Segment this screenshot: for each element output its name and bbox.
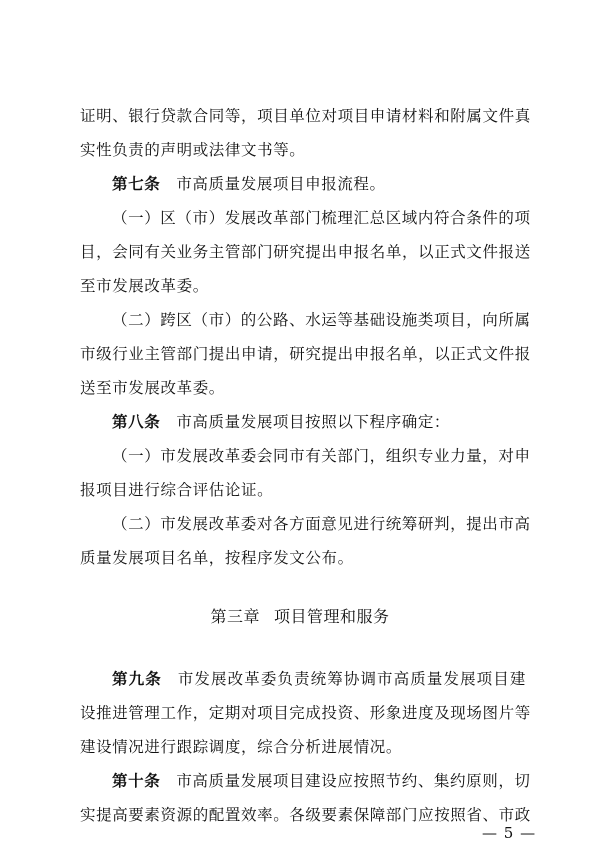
page-number: — 5 — <box>482 824 537 842</box>
paragraph-line: 报项目进行综合评估论证。 <box>80 481 274 499</box>
paragraph-line: （一）区（市）发展改革部门梳理汇总区域内符合条件的项 <box>112 209 531 227</box>
chapter-title: 项目管理和服务 <box>274 607 390 626</box>
paragraph-line: （二）跨区（市）的公路、水运等基础设施类项目，向所属 <box>112 311 531 329</box>
paragraph-line: 市级行业主管部门提出申请，研究提出申报名单，以正式文件报 <box>80 345 531 363</box>
paragraph-line: 目，会同有关业务主管部门研究提出申报名单，以正式文件报送 <box>80 243 531 261</box>
paragraph-line: 至市发展改革委。 <box>80 277 209 295</box>
article-7 <box>112 171 526 197</box>
paragraph-line: （一）市发展改革委会同市有关部门，组织专业力量，对申 <box>112 447 531 465</box>
paragraph-line: 实性负责的声明或法律文书等。 <box>80 141 306 159</box>
paragraph-line: （二）市发展改革委对各方面意见进行统筹研判，提出市高 <box>112 515 531 533</box>
paragraph-line: 质量发展项目名单，按程序发文公布。 <box>80 549 354 567</box>
article-7-label: 第七条 <box>112 175 161 193</box>
article-9-text: 市发展改革委负责统筹协调市高质量发展项目建 <box>177 670 526 688</box>
paragraph-line: 实提高要素资源的配置效率。各级要素保障部门应按照省、市政 <box>80 806 531 824</box>
article-10 <box>112 768 531 794</box>
chapter-heading <box>0 604 600 630</box>
paragraph-line: 证明、银行贷款合同等，项目单位对项目申请材料和附属文件真 <box>80 107 531 125</box>
article-8-label: 第八条 <box>112 413 161 431</box>
paragraph-line: 送至市发展改革委。 <box>80 379 225 397</box>
article-10-text: 市高质量发展项目建设应按照节约、集约原则，切 <box>176 772 531 790</box>
chapter-number: 第三章 <box>210 607 260 626</box>
paragraph-line: 设推进管理工作，定期对项目完成投资、形象进度及现场图片等 <box>80 704 531 722</box>
article-8 <box>112 409 526 435</box>
article-10-label: 第十条 <box>112 772 161 790</box>
paragraph-line: 建设情况进行跟踪调度，综合分析进展情况。 <box>80 738 403 756</box>
article-9 <box>112 666 526 692</box>
article-7-text: 市高质量发展项目申报流程。 <box>176 175 386 193</box>
article-8-text: 市高质量发展项目按照以下程序确定： <box>176 413 451 431</box>
article-9-label: 第九条 <box>112 670 162 688</box>
